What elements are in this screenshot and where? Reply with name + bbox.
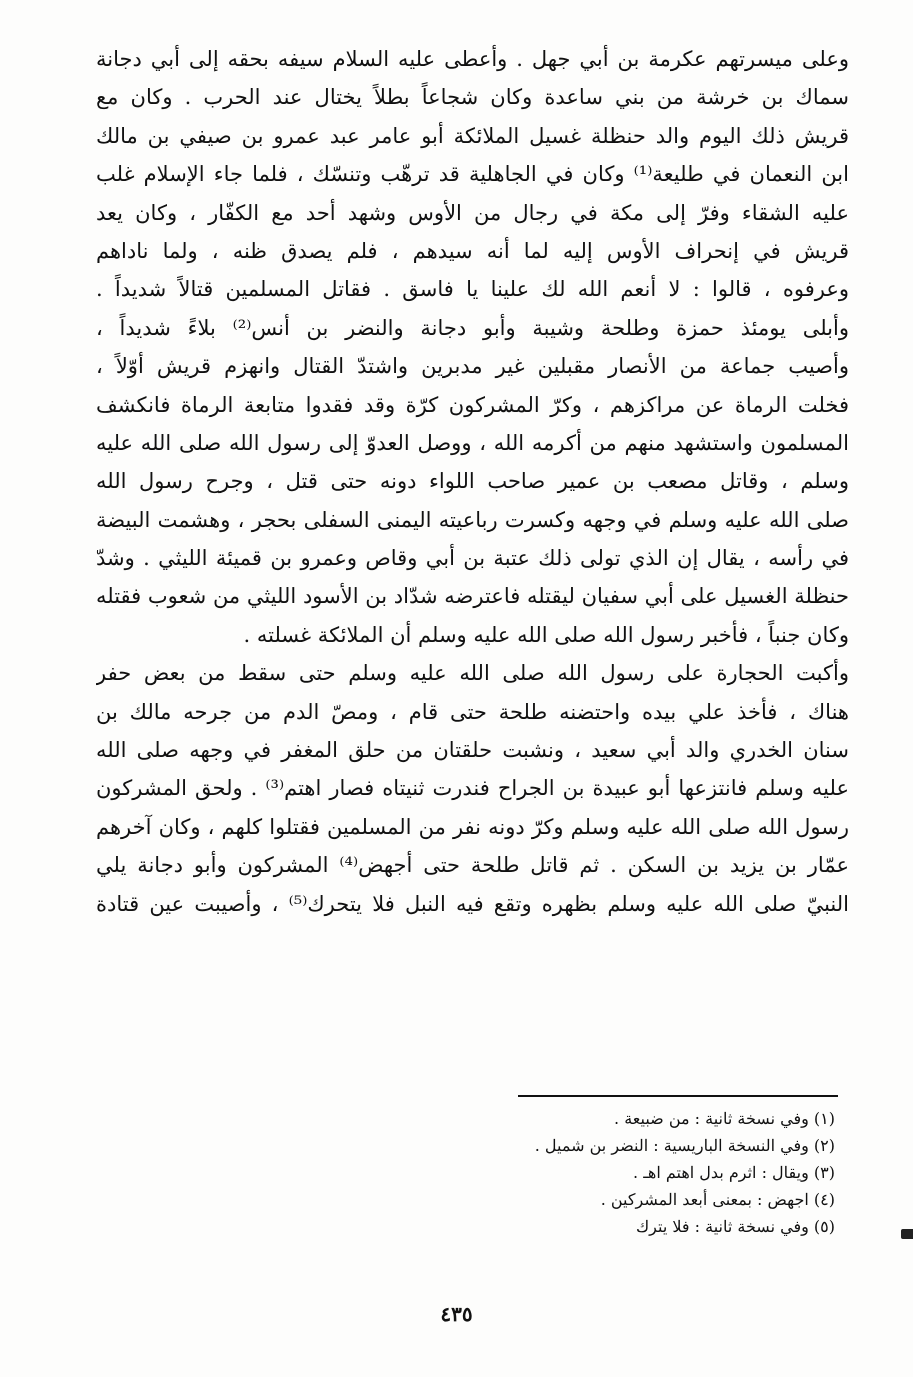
text-line: رسول الله صلى الله عليه وسلم وكرّ دونه نفر من المسلمين فقتلوا كلهم ، وكان آخرهم [96,814,849,839]
page-number: ٤٣٥ [440,1302,473,1326]
footnote-item: (٤) اجهض : بمعنى أبعد المشركين . [600,1190,835,1209]
footnote-item: (٣) ويقال : اثرم بدل اهتم اهـ . [633,1163,835,1182]
scan-edge-mark [901,1229,913,1239]
text-line: قريش ذلك اليوم والد حنظلة غسيل الملائكة أبو عامر عبد عمرو بن صيفي بن مالك [96,123,849,148]
footnote-item: (١) وفي نسخة ثانية : من ضبيعة . [614,1109,835,1128]
text-line: سنان الخدري والد أبي سعيد ، ونشبت حلقتان من حلق المغفر في وجهه صلى الله [96,738,849,763]
text-line: النبيّ صلى الله عليه وسلم بظهره وتقع فيه النبل فلا يتحرك⁽⁵⁾ ، وأصيبت عين قتادة [96,891,849,916]
text-line: في رأسه ، يقال إن الذي تولى ذلك عتبة بن أبي وقاص وعمرو بن قميئة الليثي . وشدّ [96,546,849,571]
text-line: ابن النعمان في طليعة⁽¹⁾ وكان في الجاهلية قد ترهّب وتنسّك ، فلما جاء الإسلام غلب [96,162,849,187]
text-line: سماك بن خرشة من بني ساعدة وكان شجاعاً بطلاً يختال عند الحرب . وكان مع [96,85,849,110]
footnotes [415,1105,835,1240]
text-line: قريش في إنحراف الأوس إليه لما أنه سيدهم ، فلم يصدق ظنه ، ولما ناداهم [96,238,849,263]
text-line: وأكبت الحجارة على رسول الله صلى الله عليه وسلم حتى سقط من بعض حفر [96,661,849,686]
text-line: حنظلة الغسيل على أبي سفيان ليقتله فاعترضه شدّاد بن الأسود الليثي من شعوب فقتله [96,584,849,609]
text-line: عليه الشقاء وفرّ إلى مكة في رجال من الأوس وشهد أحد مع الكفّار ، وكان يعد [96,200,849,225]
text-line: المسلمون واستشهد منهم من أكرمه الله ، ووصل العدوّ إلى رسول الله صلى الله عليه [96,430,849,455]
text-line: صلى الله عليه وسلم في وجهه وكسرت رباعيته اليمنى السفلى بحجر ، وهشمت البيضة [96,507,849,532]
text-line: وأبلى يومئذ حمزة وطلحة وشيبة وأبو دجانة والنضر بن أنس⁽²⁾ بلاءً شديداً ، [96,315,849,340]
text-line: عمّار بن يزيد بن السكن . ثم قاتل طلحة حتى أجهض⁽⁴⁾ المشركون وأبو دجانة يلي [96,853,849,878]
text-line: وأصيب جماعة من الأنصار مقبلين غير مدبرين واشتدّ القتال وانهزم قريش أوّلاً ، [96,354,849,379]
footnote-divider [518,1095,838,1097]
main-text [96,40,849,923]
text-line: عليه وسلم فانتزعها أبو عبيدة بن الجراح فندرت ثنيتاه فصار اهتم⁽³⁾ . ولحق المشركون [96,776,849,801]
footnote-item: (٥) وفي نسخة ثانية : فلا يترك [635,1217,835,1236]
text-line: وعرفوه ، قالوا : لا أنعم الله لك علينا يا فاسق . فقاتل المسلمين قتالاً شديداً . [96,277,849,302]
text-line: وكان جنباً ، فأخبر رسول الله صلى الله عليه وسلم أن الملائكة غسلته . [243,622,849,647]
footnote-item: (٢) وفي النسخة الباريسية : النضر بن شميل . [534,1136,835,1155]
text-line: وعلى ميسرتهم عكرمة بن أبي جهل . وأعطى عليه السلام سيفه بحقه إلى أبي دجانة [96,47,849,71]
text-line: هناك ، فأخذ علي بيده واحتضنه طلحة حتى قام ، ومصّ الدم من جرحه مالك بن [96,699,849,724]
text-line: فخلت الرماة عن مراكزهم ، وكرّ المشركون كرّة وقد فقدوا متابعة الرماة فانكشف [96,392,849,417]
text-line: وسلم ، وقاتل مصعب بن عمير صاحب اللواء دونه حتى قتل ، وجرح رسول الله [96,469,849,494]
